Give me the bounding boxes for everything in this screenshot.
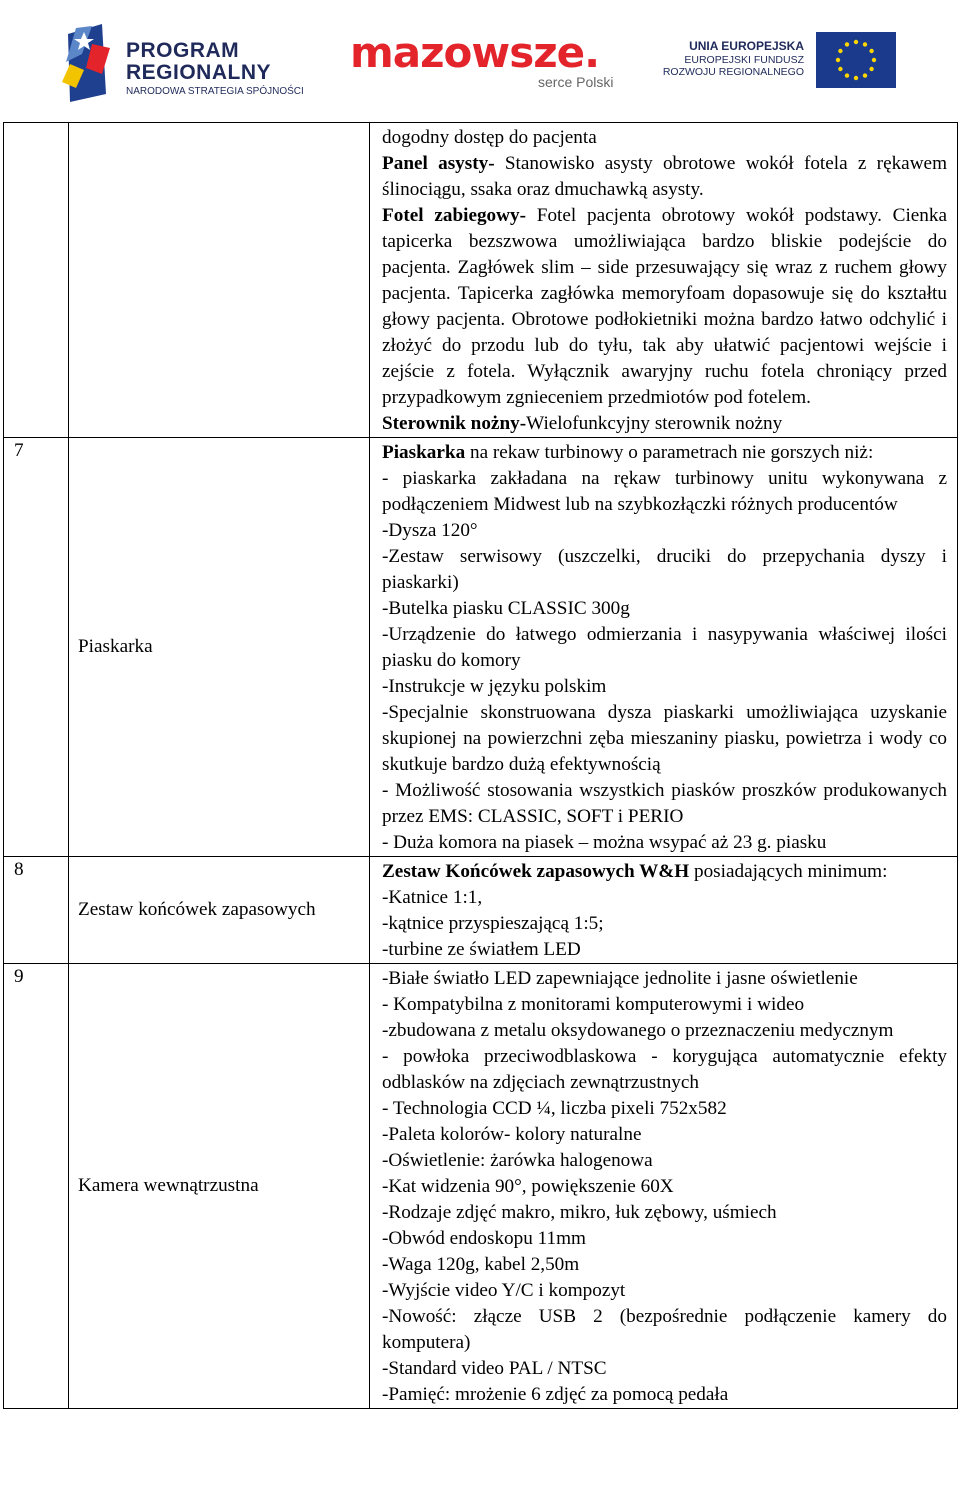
mazowsze-wordmark: mazowsze.	[350, 28, 600, 77]
description-line	[382, 203, 947, 411]
description-text	[382, 966, 947, 1408]
description-label: Zestaw Końcówek zapasowych W&H	[382, 861, 690, 882]
description-content: - piaskarka zakładana na rękaw turbinowy unitu wykonywana z podłączeniem Midwest lub na szybkozłączki różnych producentów	[382, 468, 947, 515]
description-content: -Katnice 1:1,	[382, 887, 483, 908]
description-content: Wielofunkcyjny sterownik nożny	[526, 413, 783, 434]
description-line	[382, 151, 947, 203]
description-line	[382, 1096, 947, 1122]
unia-line3: ROZWOJU REGIONALNEGO	[662, 66, 804, 78]
description-line	[382, 518, 947, 544]
description-content: Fotel pacjenta obrotowy wokół podstawy. Cienka tapicerka bezszwowa umożliwiająca bardzo bliskie podejście do pacjenta. Zagłówek slim – side przesuwający się wraz z ruchem głowy pacjenta. Tapicerka zagłówka memoryfoam dopasowuje się do kształtu głowy pacjenta. Obrotowe podłokietniki można bardzo łatwo odchylić i złożyć do przodu lub do tyłu, tak aby ułatwić pacjentowi wejście i zejście z fotela. Wyłącznik awaryjny ruchu fotela chroniący przed przypadkowym zgnieceniem przedmiotów pod fotelem.	[382, 205, 947, 408]
mazowsze-logo	[350, 28, 630, 98]
description-line	[382, 1174, 947, 1200]
description-content: -Nowość: złącze USB 2 (bezpośrednie podłączenie kamery do komputera)	[382, 1306, 947, 1353]
description-line	[382, 544, 947, 596]
description-content: -turbine ze światłem LED	[382, 939, 581, 960]
description-line	[382, 411, 947, 437]
row-description	[370, 123, 958, 438]
description-line	[382, 778, 947, 830]
description-content: -Urządzenie do łatwego odmierzania i nasypywania właściwej ilości piasku do komory	[382, 624, 947, 671]
description-content: - Technologia CCD ¼, liczba pixeli 752x582	[382, 1098, 727, 1119]
description-content: -Kat widzenia 90°, powiększenie 60X	[382, 1176, 674, 1197]
description-line	[382, 622, 947, 674]
description-line	[382, 700, 947, 778]
row-number: 8	[4, 857, 69, 964]
program-regionalny-line3: NARODOWA STRATEGIA SPÓJNOŚCI	[126, 86, 304, 97]
description-content: -Wyjście video Y/C i kompozyt	[382, 1280, 626, 1301]
description-line	[382, 466, 947, 518]
description-content: na rekaw turbinowy o parametrach nie gorszych niż:	[465, 442, 874, 463]
description-line	[382, 1252, 947, 1278]
description-content: -Obwód endoskopu 11mm	[382, 1228, 586, 1249]
eu-flag-icon	[816, 32, 896, 88]
description-line	[382, 1200, 947, 1226]
description-line	[382, 830, 947, 856]
description-line	[382, 1382, 947, 1408]
table-row	[4, 857, 958, 964]
row-number: 7	[4, 438, 69, 857]
table-row	[4, 438, 958, 857]
mazowsze-tagline: serce Polski	[538, 74, 614, 90]
description-content: posiadających minimum:	[689, 861, 888, 882]
page-header	[0, 0, 960, 120]
description-label: Piaskarka	[382, 442, 466, 463]
row-name	[69, 123, 370, 438]
description-line	[382, 937, 947, 963]
description-line	[382, 966, 947, 992]
description-content: -zbudowana z metalu oksydowanego o przeznaczeniu medycznym	[382, 1020, 894, 1041]
row-number: 9	[4, 964, 69, 1409]
description-text	[382, 440, 947, 856]
description-line	[382, 1018, 947, 1044]
description-content: -Białe światło LED zapewniające jednolite i jasne oświetlenie	[382, 968, 858, 989]
description-content: -Waga 120g, kabel 2,50m	[382, 1254, 580, 1275]
description-line	[382, 596, 947, 622]
description-label: Panel asysty-	[382, 153, 495, 174]
row-description	[370, 438, 958, 857]
description-line	[382, 859, 947, 885]
description-content: - powłoka przeciwodblaskowa - korygująca automatycznie efekty odblasków na zdjęciach zewnątrzustnych	[382, 1046, 947, 1093]
row-number	[4, 123, 69, 438]
description-content: -Dysza 120°	[382, 520, 478, 541]
description-content: -Paleta kolorów- kolory naturalne	[382, 1124, 642, 1145]
row-name: Kamera wewnątrzustna	[69, 964, 370, 1409]
unia-europejska-logo	[664, 32, 896, 92]
description-content: - Duża komora na piasek – można wsypać aż 23 g. piasku	[382, 832, 827, 853]
description-line	[382, 1304, 947, 1356]
program-regionalny-emblem-icon	[62, 24, 110, 102]
description-line	[382, 1356, 947, 1382]
description-line	[382, 674, 947, 700]
description-content: -Butelka piasku CLASSIC 300g	[382, 598, 630, 619]
program-regionalny-line1: PROGRAM	[126, 39, 240, 62]
row-description	[370, 964, 958, 1409]
description-content: -Standard video PAL / NTSC	[382, 1358, 607, 1379]
description-text	[382, 125, 947, 437]
description-line	[382, 885, 947, 911]
description-content: -kątnice przyspieszającą 1:5;	[382, 913, 604, 934]
description-content: Stanowisko asysty obrotowe wokół fotela z rękawem ślinociągu, ssaka oraz dmuchawką asysty.	[382, 153, 947, 200]
row-name: Zestaw końcówek zapasowych	[69, 857, 370, 964]
unia-line1: UNIA EUROPEJSKA	[689, 39, 804, 53]
description-content: -Zestaw serwisowy (uszczelki, druciki do przepychania dyszy i piaskarki)	[382, 546, 947, 593]
description-label: Fotel zabiegowy-	[382, 205, 526, 226]
unia-line2: EUROPEJSKI FUNDUSZ	[684, 54, 804, 66]
description-line	[382, 125, 947, 151]
description-content: -Pamięć: mrożenie 6 zdjęć za pomocą pedała	[382, 1384, 729, 1405]
description-content: - Kompatybilna z monitorami komputerowymi i wideo	[382, 994, 805, 1015]
program-regionalny-logo	[62, 24, 322, 104]
description-line	[382, 1148, 947, 1174]
description-line	[382, 1044, 947, 1096]
table-row	[4, 123, 958, 438]
row-name: Piaskarka	[69, 438, 370, 857]
row-description	[370, 857, 958, 964]
description-content: dogodny dostęp do pacjenta	[382, 127, 597, 148]
description-content: -Rodzaje zdjęć makro, mikro, łuk zębowy, uśmiech	[382, 1202, 777, 1223]
description-label: Sterownik nożny-	[382, 413, 527, 434]
description-content: -Oświetlenie: żarówka halogenowa	[382, 1150, 653, 1171]
specification-table	[3, 122, 958, 1409]
program-regionalny-line2: REGIONALNY	[126, 61, 272, 84]
description-line	[382, 440, 947, 466]
description-content: -Specjalnie skonstruowana dysza piaskarki umożliwiająca uzyskanie skupionej na powierzchni zęba mieszaniny piasku, powietrza i wody co skutkuje bardzo dużą efektywnością	[382, 702, 947, 775]
description-line	[382, 992, 947, 1018]
description-content: - Możliwość stosowania wszystkich piasków proszków produkowanych przez EMS: CLASSIC, SOFT i PERIO	[382, 780, 947, 827]
description-text	[382, 859, 947, 963]
description-content: -Instrukcje w języku polskim	[382, 676, 607, 697]
description-line	[382, 1122, 947, 1148]
description-line	[382, 911, 947, 937]
description-line	[382, 1226, 947, 1252]
description-line	[382, 1278, 947, 1304]
table-row	[4, 964, 958, 1409]
